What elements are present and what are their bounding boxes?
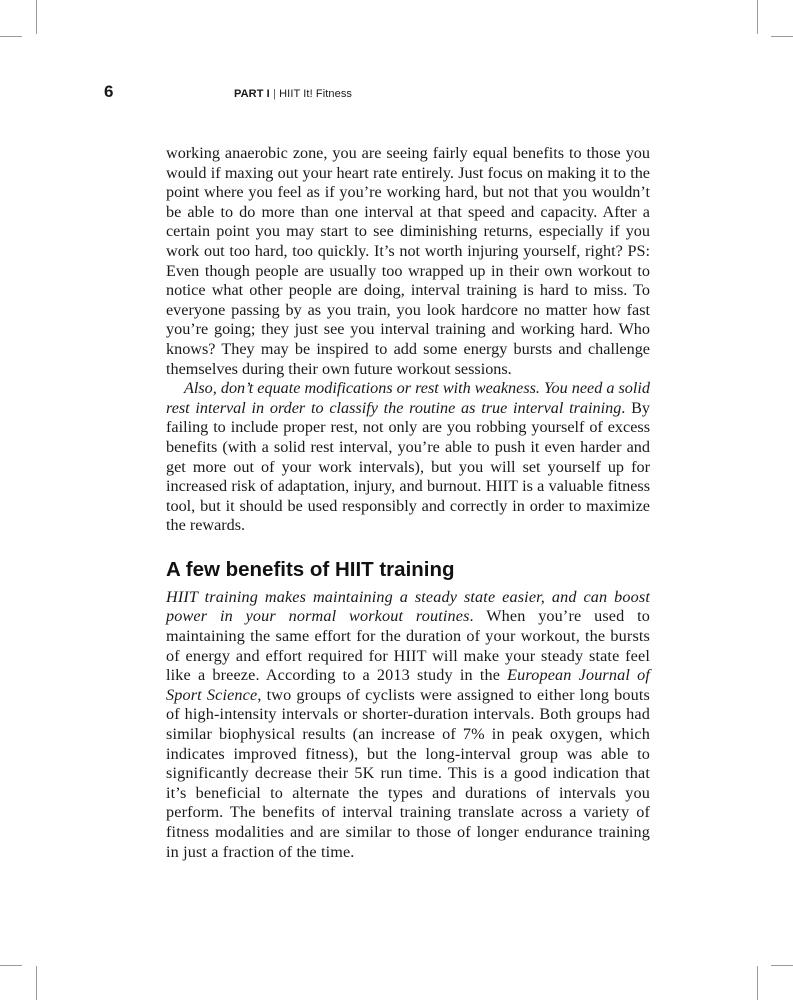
paragraph-italic-lead: HIIT training makes maintaining a steady state easier, and can boost power in your normal workout routines bbox=[166, 587, 650, 626]
crop-mark-top-right bbox=[757, 0, 758, 34]
crop-mark-left-top bbox=[0, 36, 22, 37]
journal-name: European Journal of Sport Science bbox=[166, 666, 650, 704]
book-title: HIIT It! Fitness bbox=[279, 88, 353, 100]
paragraph-rest-interval bbox=[166, 379, 650, 536]
paragraph-benefits bbox=[166, 588, 650, 862]
crop-mark-bottom-right bbox=[757, 966, 758, 1000]
part-label: PART I bbox=[234, 88, 270, 100]
crop-mark-bottom-left bbox=[36, 966, 37, 1000]
paragraph-body: . When you’re used to maintaining the same effort for the duration of your workout, the bursts of energy and effort required for HIIT will make your steady state feel like a breeze. According to a 2013 study in the bbox=[166, 607, 650, 685]
crop-mark-right-top bbox=[771, 36, 793, 37]
paragraph-continued: working anaerobic zone, you are seeing fairly equal benefits to those you would if maxing out your heart rate entirely. Just focus on making it to the point where you feel as if you’re working hard, but not that you wouldn’t be able to do more than one interval at that speed and capacity. After a certain point you may start to see diminishing returns, especially if you work out too hard, too quickly. It’s not worth injuring yourself, right? PS: Even though people are usually too wrapped up in their own workout to notice what other people are doing, interval training is hard to miss. To everyone passing by as you train, you look hardcore no matter how fast you’re going; they just see you interval training and working hard. Who knows? They may be inspired to add some energy bursts and challenge themselves during their own future workout sessions. bbox=[166, 144, 650, 378]
crop-mark-top-left bbox=[36, 0, 37, 34]
paragraph-italic-lead: Also, don’t equate modifications or rest with weakness. You need a solid rest interval in order to classify the routine as true interval training bbox=[166, 379, 650, 417]
paragraph-body: . By failing to include proper rest, not only are you robbing yourself of excess benefits (with a solid rest interval, you’re able to push it even harder and get more out of your work intervals), but you will set yourself up for increased risk of adaptation, injury, and burnout. HIIT is a valuable fitness tool, but it should be used responsibly and correctly in order to maximize the rewards. bbox=[166, 398, 650, 535]
section-heading: A few benefits of HIIT training bbox=[166, 557, 455, 581]
crop-mark-right-bottom bbox=[771, 965, 793, 966]
crop-mark-left-bottom bbox=[0, 965, 22, 966]
body-text bbox=[166, 144, 650, 862]
page-number: 6 bbox=[104, 82, 114, 101]
paragraph-body: , two groups of cyclists were assigned to either long bouts of high-intensity intervals or shorter-duration intervals. Both groups had similar biophysical results (an increase of 7% in peak oxygen, which indicates improved fitness), but the long-interval group was able to significantly decrease their 5K run time. This is a good indication that it’s beneficial to alternate the types and durations of intervals you perform. The benefits of interval training translate across a variety of fitness modalities and are similar to those of longer endurance training in just a fraction of the time. bbox=[166, 685, 650, 861]
running-head: PART I | HIIT It! Fitness bbox=[234, 88, 353, 100]
